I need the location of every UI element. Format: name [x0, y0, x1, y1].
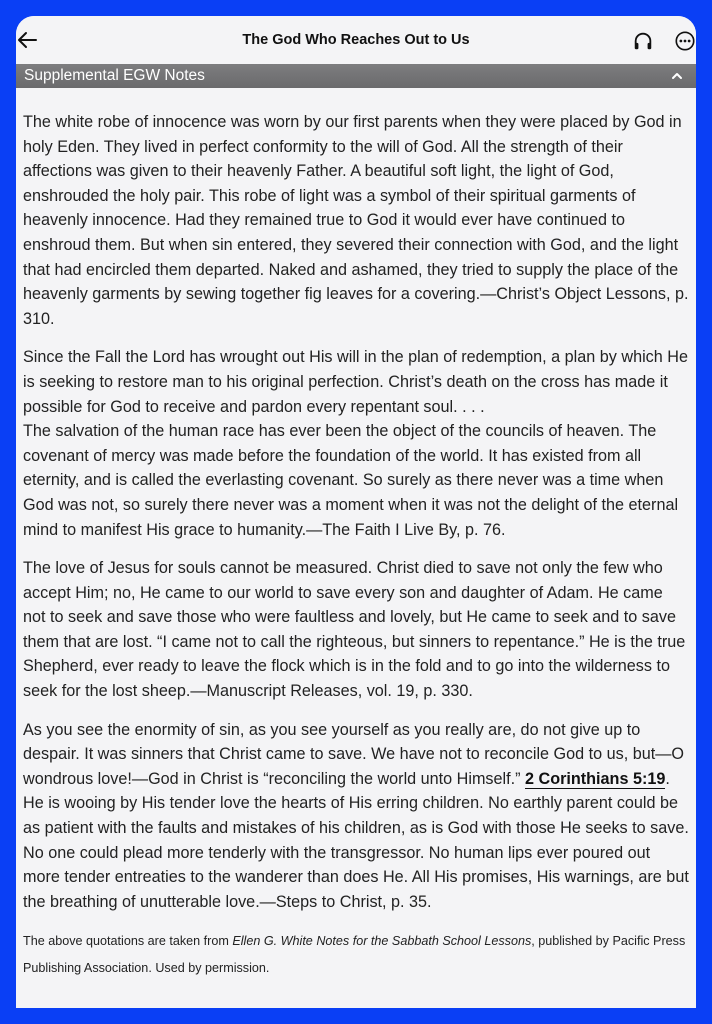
paragraph-5	[23, 718, 689, 915]
paragraph-3: The salvation of the human race has ever been the object of the councils of heaven. The covenant of mercy was made before the foundation of the world. It has existed from all eternity, and is called the everlasting covenant. So surely as there never was a time when God was not, so surely there never was a moment when it was not the delight of the eternal mind to manifest His grace to humanity.—The Faith I Live By, p. 76.	[23, 422, 679, 539]
paragraph-2: Since the Fall the Lord has wrought out His will in the plan of redemption, a plan by which He is seeking to restore man to his original perfection. Christ’s death on the cross has made it possible for God to receive and pardon every repentant soul. . . .	[23, 348, 688, 416]
section-title: Supplemental EGW Notes	[24, 67, 205, 84]
paragraph-4: The love of Jesus for souls cannot be measured. Christ died to save not only the few who accept Him; no, He came to our world to save every son and daughter of Adam. He came not to seek and save those who were faultless and lovely, but He came to seek and to save them that are lost. “I came not to call the righteous, but sinners to repentance.” He is the true Shepherd, ever ready to leave the flock which is in the fold and to go into the wilderness to seek for the lost sheep.—Manuscript Releases, vol. 19, p. 330.	[23, 559, 686, 701]
notes-content	[16, 88, 696, 982]
footnote-text-after: , published by Pacific Press Publishing Association. Used by permission.	[23, 934, 686, 976]
footnote-book-title: Ellen G. White Notes for the Sabbath School Lessons	[232, 934, 532, 949]
paragraph-5-text-before: As you see the enormity of sin, as you see yourself as you really are, do not give up to despair. It was sinners that Christ came to save. We have not to reconcile God to us, but—O wondrous love!—God in Christ is “reconciling the world unto Himself.”	[23, 720, 685, 788]
paragraph-2-group	[23, 345, 689, 542]
page-title: The God Who Reaches Out to Us	[242, 32, 470, 48]
attribution-footnote	[23, 928, 689, 982]
headphones-icon[interactable]	[632, 30, 654, 52]
app-window	[16, 16, 696, 1008]
paragraph-1: The white robe of innocence was worn by our first parents when they were placed by God in holy Eden. They lived in perfect conformity to the will of God. All the strength of their affections was given to their heavenly Father. A beautiful soft light, the light of God, enshrouded the holy pair. This robe of light was a symbol of their spiritual garments of heavenly innocence. Had they remained true to God it would ever have continued to enshroud them. But when sin entered, they severed their connection with God, and the light that had encircled them departed. Naked and ashamed, they tried to supply the place of the heavenly garments by sewing together fig leaves for a covering.—Christ’s Object Lessons, p. 310.	[23, 113, 689, 328]
chevron-up-icon[interactable]	[670, 69, 684, 83]
more-options-icon[interactable]	[674, 30, 696, 52]
section-header-supplemental-notes[interactable]	[16, 64, 696, 88]
paragraph-5-text-after: . He is wooing by His tender love the hearts of His erring children. No earthly parent could be as patient with the faults and mistakes of his children, as is God with those He seeks to save. No one could plead more tenderly with the transgressor. No human lips ever poured out more tender entreaties to the wanderer than does He. All His promises, His warnings, are but the breathing of unutterable love.—Steps to Christ, p. 35.	[23, 769, 689, 911]
scripture-link[interactable]: 2 Corinthians 5:19	[525, 769, 666, 788]
footnote-text-before: The above quotations are taken from	[23, 934, 233, 949]
top-bar	[16, 16, 696, 64]
